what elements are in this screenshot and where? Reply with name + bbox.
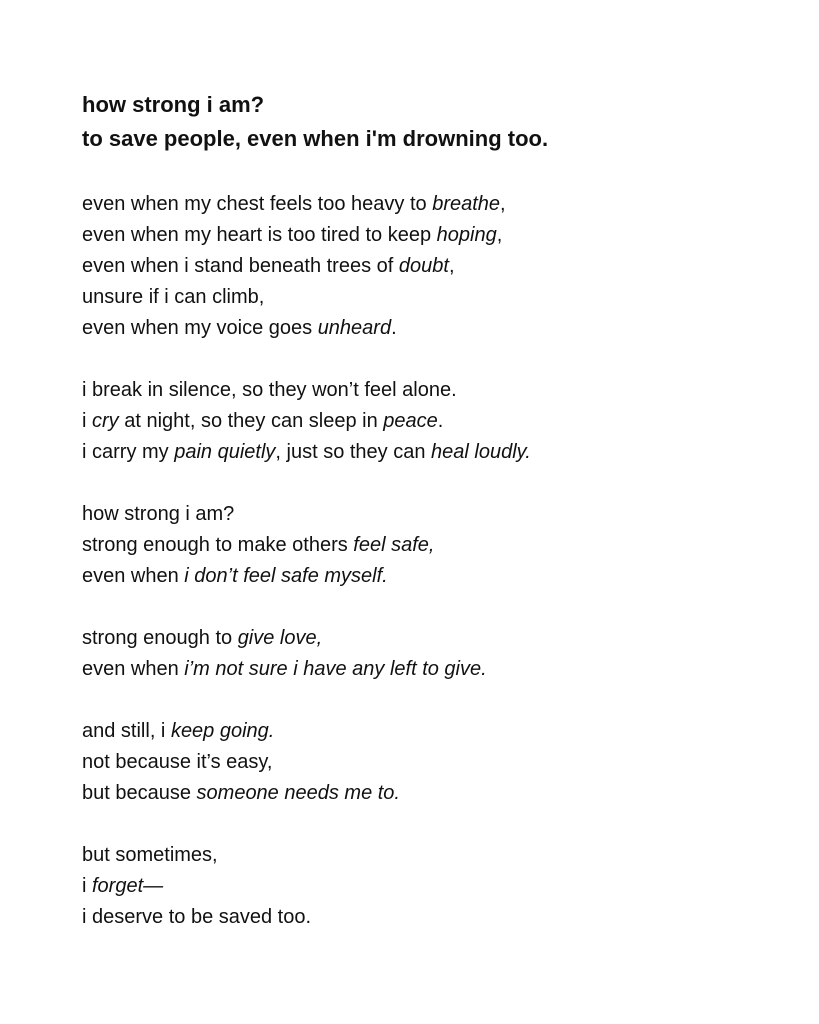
stanza [82, 189, 782, 344]
poem-body [82, 189, 782, 933]
emphasis-text: doubt [398, 255, 449, 277]
line-text: i deserve to be saved too. [82, 906, 312, 928]
poem-line [82, 902, 782, 933]
line-text: even when my chest feels too heavy to [82, 193, 433, 215]
line-text: , [448, 255, 455, 277]
line-text: i [82, 410, 92, 432]
line-text: and still, i [82, 720, 171, 742]
emphasis-text: peace [383, 410, 438, 432]
poem-line [82, 747, 782, 778]
emphasis-text: heal loudly. [431, 441, 531, 463]
line-text: at night, so they can sleep in [118, 410, 384, 432]
poem-line [82, 871, 782, 902]
poem-line [82, 654, 782, 685]
line-text: but because [82, 782, 197, 804]
emphasis-text: pain quietly [174, 441, 276, 463]
emphasis-text: give love, [237, 627, 323, 649]
emphasis-text: breathe [432, 193, 501, 215]
poem-line [82, 530, 782, 561]
line-text: i break in silence, so they won’t feel alone. [82, 379, 457, 401]
stanza-gap [82, 468, 782, 499]
poem-line [82, 375, 782, 406]
line-text: strong enough to make others [82, 534, 354, 556]
poem-line [82, 623, 782, 654]
emphasis-text: cry [92, 410, 119, 432]
poem-line [82, 437, 782, 468]
emphasis-text: i don’t feel safe myself. [184, 565, 388, 587]
line-text: , [500, 193, 506, 215]
poem-title [82, 88, 782, 156]
poem-page [82, 88, 782, 933]
line-text: how strong i am? [82, 503, 235, 525]
line-text: , [496, 224, 503, 246]
poem-line [82, 282, 782, 313]
title-line: how strong i am? [82, 92, 265, 117]
line-text: even when i stand beneath trees of [82, 255, 399, 277]
title-line: to save people, even when i'm drowning too. [82, 126, 549, 151]
line-text: even when [82, 658, 185, 680]
line-text: but sometimes, [82, 844, 218, 866]
stanza-gap [82, 344, 782, 375]
stanza [82, 840, 782, 933]
line-text: i [82, 875, 92, 897]
emphasis-text: hoping [436, 224, 497, 246]
line-text: not because it’s easy, [82, 751, 273, 773]
stanza [82, 716, 782, 809]
line-text: strong enough to [82, 627, 238, 649]
poem-line [82, 313, 782, 344]
emphasis-text: keep going. [170, 720, 275, 742]
line-text: i carry my [82, 441, 175, 463]
emphasis-text: feel safe, [353, 534, 435, 556]
poem-line [82, 716, 782, 747]
stanza-gap [82, 592, 782, 623]
emphasis-text: forget— [92, 875, 164, 897]
line-text: unsure if i can climb, [82, 286, 265, 308]
poem-line [82, 561, 782, 592]
stanza-gap [82, 685, 782, 716]
line-text: even when my heart is too tired to keep [82, 224, 437, 246]
stanza [82, 623, 782, 685]
line-text: . [437, 410, 444, 432]
stanza [82, 375, 782, 468]
poem-line [82, 778, 782, 809]
poem-line [82, 251, 782, 282]
spacer [82, 156, 782, 189]
poem-line [82, 499, 782, 530]
poem-line [82, 220, 782, 251]
poem-line [82, 189, 782, 220]
emphasis-text: i’m not sure i have any left to give. [184, 658, 487, 680]
line-text: even when my voice goes [82, 317, 318, 339]
line-text: , just so they can [275, 441, 432, 463]
poem-line [82, 840, 782, 871]
emphasis-text: unheard [317, 317, 392, 339]
stanza-gap [82, 809, 782, 840]
emphasis-text: someone needs me to. [196, 782, 400, 804]
stanza [82, 499, 782, 592]
line-text: . [391, 317, 397, 339]
poem-line [82, 406, 782, 437]
line-text: even when [82, 565, 185, 587]
